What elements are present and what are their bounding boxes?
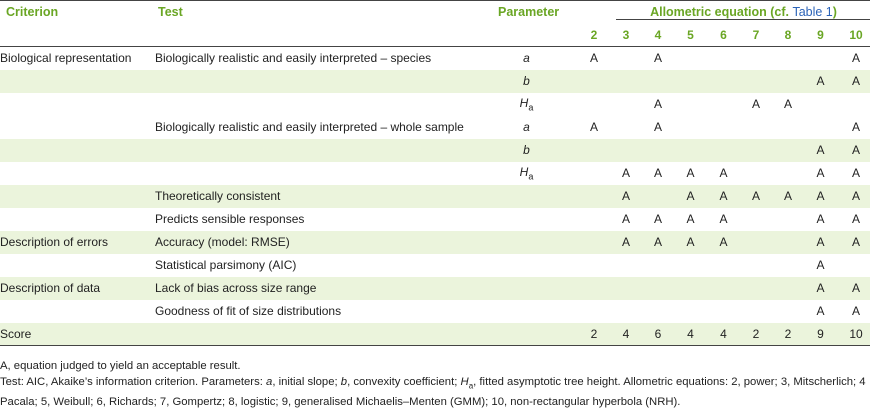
test-cell: Lack of bias across size range [155, 277, 475, 300]
result-cell: A [707, 185, 740, 208]
result-cell [707, 300, 740, 323]
criterion-cell: Description of data [0, 277, 155, 300]
result-cell: A [674, 231, 707, 254]
result-cell: A [686, 212, 695, 226]
eq-number: 3 [622, 27, 630, 42]
result-cell [578, 208, 610, 231]
result-cell: A [804, 185, 837, 208]
result-cell: A [751, 97, 760, 111]
result-cell [674, 47, 707, 70]
result-cell [578, 70, 610, 93]
result-cell [642, 185, 674, 208]
result-cell [578, 300, 610, 323]
test-cell [155, 162, 475, 185]
eq-number: 7 [752, 27, 760, 42]
result-cell [740, 70, 772, 93]
result-cell: A [719, 212, 728, 226]
criterion-cell: Score [0, 323, 155, 346]
result-cell [707, 116, 740, 139]
result-cell [740, 139, 772, 162]
result-cell [610, 254, 642, 277]
result-cell: A [783, 97, 792, 111]
criterion-cell: Description of errors [0, 231, 155, 254]
parameter-cell [475, 323, 578, 346]
table-row [0, 208, 870, 231]
result-cell: A [719, 166, 728, 180]
criterion-cell [0, 93, 155, 116]
parameter-cell [475, 277, 578, 300]
result-cell: A [851, 166, 860, 180]
eq-number: 10 [849, 27, 863, 42]
parameter-cell: b [475, 70, 578, 93]
result-cell: 9 [804, 323, 837, 346]
score-row [0, 323, 870, 346]
test-cell: Predicts sensible responses [155, 212, 305, 226]
result-cell: A [851, 120, 860, 134]
result-cell [740, 116, 772, 139]
equation-number-row [0, 24, 870, 47]
test-cell [155, 139, 475, 162]
result-cell [578, 254, 610, 277]
test-cell [155, 93, 475, 116]
parameter-cell: b [475, 139, 578, 162]
table-row [0, 162, 870, 185]
result-cell: A [740, 185, 772, 208]
result-cell [642, 139, 674, 162]
table-row [0, 185, 870, 208]
parameter-cell [475, 185, 578, 208]
result-cell: A [653, 120, 662, 134]
result-cell: A [804, 277, 837, 300]
result-cell: A [621, 166, 630, 180]
table-row [0, 93, 870, 116]
result-cell: A [653, 166, 662, 180]
header-row [0, 1, 870, 24]
test-cell: Statistical parsimony (AIC) [155, 258, 297, 272]
result-cell [772, 254, 804, 277]
eq-number: 5 [687, 27, 694, 42]
result-cell [674, 277, 707, 300]
result-cell: 6 [642, 323, 674, 346]
result-cell [610, 93, 642, 116]
criterion-cell [0, 70, 155, 93]
result-cell: A [851, 304, 860, 318]
result-cell [707, 47, 740, 70]
result-cell: A [804, 139, 837, 162]
result-cell: A [804, 231, 837, 254]
parameter-header: Parameter [498, 5, 560, 20]
eq-number: 9 [817, 27, 824, 42]
result-cell [674, 254, 707, 277]
result-cell: A [707, 231, 740, 254]
table-row [0, 70, 870, 93]
criterion-cell [0, 185, 155, 208]
result-cell: A [816, 258, 825, 272]
result-cell [740, 162, 772, 185]
criterion-cell [0, 139, 155, 162]
result-cell: 2 [772, 323, 804, 346]
result-cell: A [686, 166, 695, 180]
result-cell: 4 [674, 323, 707, 346]
parameter-cell: a [523, 120, 530, 134]
result-cell [642, 300, 674, 323]
test-cell: Theoretically consistent [155, 185, 475, 208]
result-cell: A [653, 51, 662, 66]
result-cell: A [837, 139, 870, 162]
result-cell: A [804, 70, 837, 93]
result-cell [740, 47, 772, 70]
table-body [0, 47, 870, 346]
result-cell [804, 93, 837, 116]
criterion-cell [0, 254, 155, 277]
result-cell [772, 208, 804, 231]
result-cell: A [610, 231, 642, 254]
test-cell: Biologically realistic and easily interpreted – species [155, 51, 432, 66]
result-cell [772, 300, 804, 323]
result-cell [610, 116, 642, 139]
criterion-header: Criterion [6, 5, 59, 20]
note-line-1: A, equation judged to yield an acceptable result. [0, 360, 241, 372]
result-cell: 2 [578, 323, 610, 346]
result-cell [674, 139, 707, 162]
result-cell: A [816, 166, 825, 180]
table-row [0, 300, 870, 323]
note-line-2: Test: AIC, Akaike’s information criterion. Parameters: a, initial slope; b, convexity coefficient; $H_a$, fitted asymptotic tree height. Allometric equations: 2, power; 3, Mitscherlich; 4 Pacala; 5, Weibull; 6, Richards; 7, Gompertz; 8, logistic; 9, generalised Michaelis–Menten (GMM); 10, non-rectangular hyperbola (NRH). [0, 376, 866, 409]
parameter-cell [475, 254, 578, 277]
result-cell: A [589, 120, 598, 134]
result-cell [740, 300, 772, 323]
criterion-cell: Biological representation [0, 51, 132, 66]
result-cell [642, 277, 674, 300]
parameter-cell [475, 208, 578, 231]
result-cell: A [837, 231, 870, 254]
result-cell [804, 116, 837, 139]
result-cell: A [816, 304, 825, 318]
test-cell [155, 70, 475, 93]
result-cell [707, 277, 740, 300]
result-cell [674, 70, 707, 93]
table-notes [0, 358, 868, 410]
result-cell [610, 139, 642, 162]
result-cell [772, 139, 804, 162]
result-cell [674, 93, 707, 116]
parameter-cell: a [523, 51, 530, 66]
result-cell [837, 93, 870, 116]
result-cell [610, 47, 642, 70]
result-cell: A [851, 51, 860, 66]
result-cell [772, 70, 804, 93]
result-cell: A [610, 185, 642, 208]
result-cell [674, 116, 707, 139]
result-cell [740, 277, 772, 300]
result-cell [610, 70, 642, 93]
result-cell: A [837, 185, 870, 208]
test-cell: Goodness of fit of size distributions [155, 304, 342, 318]
parameter-cell: $H_a$ [519, 95, 534, 113]
result-cell: A [642, 231, 674, 254]
parameter-cell [475, 231, 578, 254]
result-cell: A [653, 97, 662, 111]
result-cell [674, 300, 707, 323]
result-cell [642, 254, 674, 277]
eq-number: 2 [590, 27, 598, 42]
result-cell [804, 47, 837, 70]
result-cell: 2 [740, 323, 772, 346]
result-cell: 10 [837, 323, 870, 346]
result-cell: A [837, 70, 870, 93]
table-row [0, 254, 870, 277]
result-cell: 4 [610, 323, 642, 346]
result-cell: A [837, 277, 870, 300]
result-cell [707, 70, 740, 93]
result-cell [610, 300, 642, 323]
result-cell [740, 254, 772, 277]
result-cell: A [653, 212, 662, 226]
eq-number: 4 [654, 27, 662, 42]
result-cell: A [621, 212, 630, 226]
result-cell [578, 277, 610, 300]
criterion-cell [0, 300, 155, 323]
parameter-cell: $H_a$ [519, 164, 534, 182]
result-cell: A [816, 212, 825, 226]
result-cell [772, 116, 804, 139]
table-row [0, 231, 870, 254]
test-cell: Accuracy (model: RMSE) [155, 231, 475, 254]
result-cell [578, 162, 610, 185]
result-cell [837, 254, 870, 277]
result-cell: A [772, 185, 804, 208]
result-cell: A [589, 51, 598, 66]
parameter-cell [475, 300, 578, 323]
criterion-cell [0, 162, 155, 185]
result-cell [740, 208, 772, 231]
table-row [0, 47, 870, 70]
result-cell [772, 277, 804, 300]
equation-header: Allometric equation (cf. Table 1) [610, 1, 870, 24]
result-cell: A [674, 185, 707, 208]
test-cell [155, 323, 475, 346]
result-cell [772, 162, 804, 185]
result-cell [740, 231, 772, 254]
result-cell [772, 231, 804, 254]
result-cell [578, 231, 610, 254]
result-cell: 4 [707, 323, 740, 346]
result-cell [578, 93, 610, 116]
result-cell [772, 47, 804, 70]
result-cell: A [851, 212, 860, 226]
test-header: Test [158, 5, 183, 20]
eq-number: 6 [720, 27, 727, 42]
result-cell [610, 277, 642, 300]
result-cell [707, 254, 740, 277]
result-cell [642, 70, 674, 93]
criterion-cell [0, 208, 155, 231]
criterion-cell [0, 116, 155, 139]
table-1-link[interactable]: Table 1 [792, 4, 833, 19]
result-cell [707, 93, 740, 116]
result-cell [707, 139, 740, 162]
result-cell [578, 185, 610, 208]
table-row [0, 139, 870, 162]
table-row [0, 277, 870, 300]
eq-number: 8 [784, 27, 792, 42]
result-cell [578, 139, 610, 162]
table-row [0, 116, 870, 139]
test-cell: Biologically realistic and easily interpreted – whole sample [155, 120, 464, 134]
